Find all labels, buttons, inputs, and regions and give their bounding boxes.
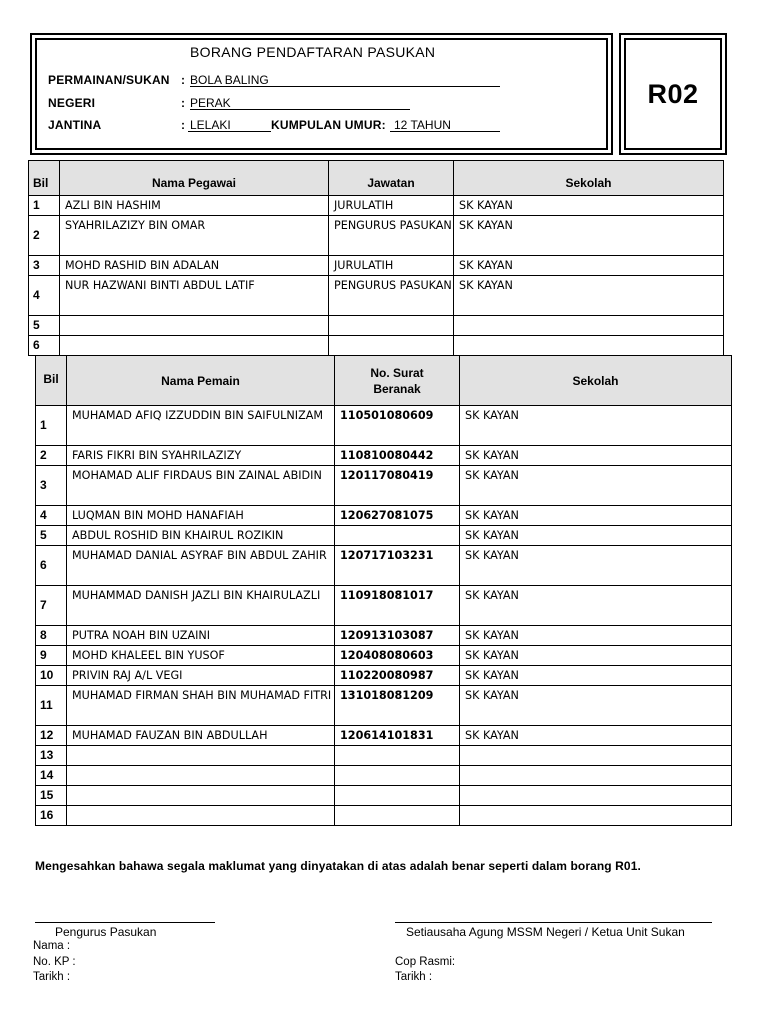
player-nama <box>67 806 335 826</box>
official-nama: MOHD RASHID BIN ADALAN <box>60 256 329 276</box>
official-row <box>29 276 724 316</box>
official-bil: 4 <box>29 276 60 316</box>
player-sekolah: SK KAYAN <box>460 726 732 746</box>
player-sekolah <box>460 786 732 806</box>
player-row <box>36 446 732 466</box>
signature-kp-label: No. KP : <box>33 956 76 968</box>
col-header-bil: Bil <box>29 161 60 196</box>
official-bil: 3 <box>29 256 60 276</box>
player-no-surat-beranak: 120717103231 <box>335 546 460 586</box>
player-sekolah <box>460 746 732 766</box>
col-header-jawatan: Jawatan <box>329 161 454 196</box>
official-jawatan: JURULATIH <box>329 256 454 276</box>
field-permainan <box>190 73 500 87</box>
player-no-surat-beranak: 120614101831 <box>335 726 460 746</box>
confirmation-statement: Mengesahkan bahawa segala maklumat yang dinyatakan di atas adalah benar seperti dalam borang R01. <box>35 859 641 873</box>
player-row <box>36 506 732 526</box>
player-row <box>36 586 732 626</box>
player-no-surat-beranak <box>335 806 460 826</box>
official-nama <box>60 316 329 336</box>
official-sekolah <box>454 316 724 336</box>
player-row <box>36 546 732 586</box>
officials-header-row <box>29 161 724 196</box>
signature-tarikh-label-right: Tarikh : <box>395 971 433 983</box>
field-jantina <box>188 118 271 132</box>
player-sekolah <box>460 766 732 786</box>
player-nama: MUHAMAD FAUZAN BIN ABDULLAH <box>67 726 335 746</box>
player-bil: 14 <box>36 766 67 786</box>
col-header-nama-pemain: Nama Pemain <box>67 356 335 406</box>
player-sekolah: SK KAYAN <box>460 466 732 506</box>
player-row <box>36 746 732 766</box>
player-no-surat-beranak: 110918081017 <box>335 586 460 626</box>
player-row <box>36 786 732 806</box>
player-sekolah: SK KAYAN <box>460 626 732 646</box>
player-bil: 7 <box>36 586 67 626</box>
official-sekolah: SK KAYAN <box>454 196 724 216</box>
field-value-permainan: BOLA BALING <box>190 73 269 87</box>
player-sekolah: SK KAYAN <box>460 506 732 526</box>
official-jawatan: JURULATIH <box>329 196 454 216</box>
player-nama: MOHD KHALEEL BIN YUSOF <box>67 646 335 666</box>
field-label-kumpulan: KUMPULAN UMUR: <box>271 118 386 132</box>
col-header-sekolah: Sekolah <box>454 161 724 196</box>
signature-title-right: Setiausaha Agung MSSM Negeri / Ketua Unit Sukan <box>406 925 685 939</box>
col-header-nama-pegawai: Nama Pegawai <box>60 161 329 196</box>
player-bil: 6 <box>36 546 67 586</box>
player-no-surat-beranak <box>335 786 460 806</box>
player-row <box>36 666 732 686</box>
player-nama <box>67 746 335 766</box>
player-row <box>36 526 732 546</box>
field-value-kumpulan: 12 TAHUN <box>394 118 451 132</box>
official-nama: AZLI BIN HASHIM <box>60 196 329 216</box>
player-row <box>36 806 732 826</box>
player-nama: FARIS FIKRI BIN SYAHRILAZIZY <box>67 446 335 466</box>
field-label-jantina: JANTINA <box>48 118 102 132</box>
official-row <box>29 256 724 276</box>
player-row <box>36 686 732 726</box>
player-bil: 11 <box>36 686 67 726</box>
player-no-surat-beranak <box>335 746 460 766</box>
player-sekolah: SK KAYAN <box>460 586 732 626</box>
signature-cop-label: Cop Rasmi: <box>395 956 456 968</box>
player-nama: MUHAMAD DANIAL ASYRAF BIN ABDUL ZAHIR <box>67 546 335 586</box>
player-no-surat-beranak: 120117080419 <box>335 466 460 506</box>
player-row <box>36 726 732 746</box>
player-bil: 8 <box>36 626 67 646</box>
official-row <box>29 196 724 216</box>
player-no-surat-beranak: 110810080442 <box>335 446 460 466</box>
player-bil: 2 <box>36 446 67 466</box>
player-no-surat-beranak: 131018081209 <box>335 686 460 726</box>
players-header-row <box>36 356 732 406</box>
form-code: R02 <box>624 38 722 150</box>
field-value-jantina: LELAKI <box>190 118 231 132</box>
official-jawatan: PENGURUS PASUKAN <box>329 216 454 256</box>
player-no-surat-beranak: 120913103087 <box>335 626 460 646</box>
field-negeri <box>190 96 410 110</box>
player-no-surat-beranak: 120408080603 <box>335 646 460 666</box>
player-nama: ABDUL ROSHID BIN KHAIRUL ROZIKIN <box>67 526 335 546</box>
player-nama <box>67 766 335 786</box>
player-no-surat-beranak <box>335 766 460 786</box>
player-nama: MUHAMAD FIRMAN SHAH BIN MUHAMAD FITRI <box>67 686 335 726</box>
player-no-surat-beranak: 110220080987 <box>335 666 460 686</box>
official-row <box>29 316 724 336</box>
player-nama: MUHAMMAD DANISH JAZLI BIN KHAIRULAZLI <box>67 586 335 626</box>
field-label-negeri: NEGERI <box>48 96 96 110</box>
player-nama: MUHAMAD AFIQ IZZUDDIN BIN SAIFULNIZAM <box>67 406 335 446</box>
player-sekolah: SK KAYAN <box>460 526 732 546</box>
player-bil: 1 <box>36 406 67 446</box>
field-value-negeri: PERAK <box>190 96 231 110</box>
player-no-surat-beranak: 120627081075 <box>335 506 460 526</box>
officials-table <box>28 160 724 356</box>
official-sekolah: SK KAYAN <box>454 276 724 316</box>
field-kumpulan <box>390 118 500 132</box>
field-colon: : <box>181 96 186 110</box>
player-bil: 5 <box>36 526 67 546</box>
player-sekolah <box>460 806 732 826</box>
player-sekolah: SK KAYAN <box>460 666 732 686</box>
official-nama: NUR HAZWANI BINTI ABDUL LATIF <box>60 276 329 316</box>
player-nama: MOHAMAD ALIF FIRDAUS BIN ZAINAL ABIDIN <box>67 466 335 506</box>
player-nama <box>67 786 335 806</box>
player-bil: 13 <box>36 746 67 766</box>
player-row <box>36 626 732 646</box>
player-row <box>36 466 732 506</box>
player-no-surat-beranak: 110501080609 <box>335 406 460 446</box>
official-sekolah: SK KAYAN <box>454 216 724 256</box>
official-sekolah <box>454 336 724 356</box>
field-label-permainan: PERMAINAN/SUKAN <box>48 73 170 87</box>
player-bil: 16 <box>36 806 67 826</box>
player-bil: 10 <box>36 666 67 686</box>
player-sekolah: SK KAYAN <box>460 446 732 466</box>
player-bil: 15 <box>36 786 67 806</box>
official-nama: SYAHRILAZIZY BIN OMAR <box>60 216 329 256</box>
official-bil: 1 <box>29 196 60 216</box>
signature-title-left: Pengurus Pasukan <box>55 925 157 939</box>
player-row <box>36 766 732 786</box>
player-nama: PRIVIN RAJ A/L VEGI <box>67 666 335 686</box>
player-sekolah: SK KAYAN <box>460 646 732 666</box>
form-title: BORANG PENDAFTARAN PASUKAN <box>190 44 436 60</box>
official-bil: 6 <box>29 336 60 356</box>
player-no-surat-beranak <box>335 526 460 546</box>
player-sekolah: SK KAYAN <box>460 686 732 726</box>
official-bil: 5 <box>29 316 60 336</box>
official-jawatan: PENGURUS PASUKAN <box>329 276 454 316</box>
official-bil: 2 <box>29 216 60 256</box>
player-nama: LUQMAN BIN MOHD HANAFIAH <box>67 506 335 526</box>
col-header-no-surat-beranak: No. Surat Beranak <box>335 356 460 406</box>
player-row <box>36 646 732 666</box>
player-bil: 9 <box>36 646 67 666</box>
official-sekolah: SK KAYAN <box>454 256 724 276</box>
official-row <box>29 216 724 256</box>
field-colon: : <box>181 118 186 132</box>
player-sekolah: SK KAYAN <box>460 406 732 446</box>
field-colon: : <box>181 73 186 87</box>
col-header-sekolah: Sekolah <box>460 356 732 406</box>
signature-nama-label: Nama : <box>33 940 71 952</box>
signature-line-left <box>35 922 215 923</box>
official-row <box>29 336 724 356</box>
player-row <box>36 406 732 446</box>
player-bil: 3 <box>36 466 67 506</box>
player-bil: 4 <box>36 506 67 526</box>
players-table <box>35 355 732 826</box>
player-nama: PUTRA NOAH BIN UZAINI <box>67 626 335 646</box>
official-jawatan <box>329 336 454 356</box>
signature-tarikh-label-left: Tarikh : <box>33 971 71 983</box>
player-sekolah: SK KAYAN <box>460 546 732 586</box>
col-header-bil: Bil <box>36 356 67 406</box>
official-nama <box>60 336 329 356</box>
player-bil: 12 <box>36 726 67 746</box>
signature-line-right <box>395 922 712 923</box>
official-jawatan <box>329 316 454 336</box>
